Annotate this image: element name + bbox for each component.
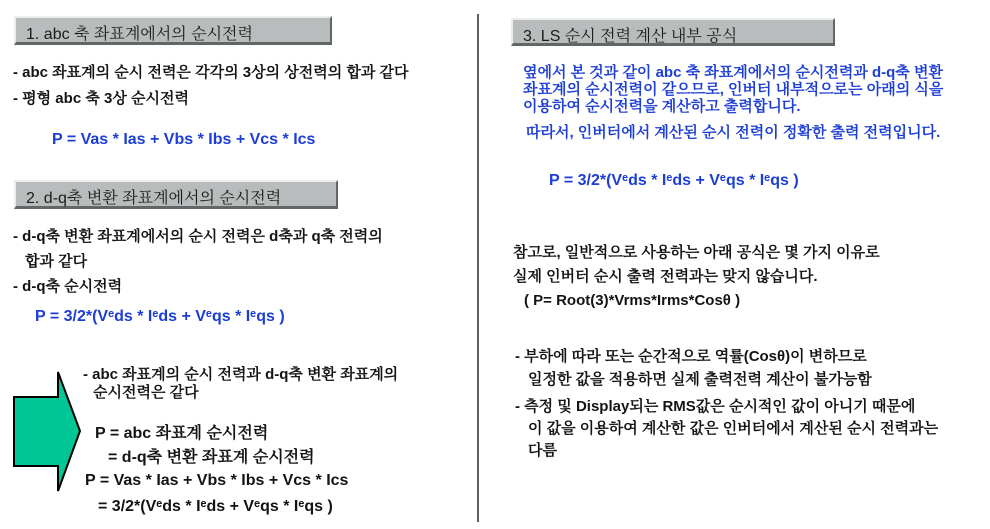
conclusion-bullet-line-1: - abc 좌표계의 순시 전력과 d-q축 변환 좌표계의 (83, 366, 399, 383)
conclusion-eq-abc: P = abc 좌표계 순시전력 (95, 425, 269, 442)
conclusion-eq-expanded-2: = 3/2*(Vᵉds * Iᵉds + Vᵉqs * Iᵉqs ) (98, 498, 333, 515)
note-formula: ( P= Root(3)*Vrms*Irms*Cosθ ) (524, 292, 741, 309)
column-divider (477, 14, 479, 522)
section2-bullet-2: - d-q축 순시전력 (13, 278, 123, 295)
section3-para-line-1: 옆에서 본 것과 같이 abc 축 좌표계에서의 순시전력과 d-q축 변환 (523, 64, 943, 81)
section1-title: 1. abc 축 좌표계에서의 순시전력 (26, 26, 253, 43)
section3-para-line-3: 이용하여 순시전력을 계산하고 출력합니다. (523, 98, 801, 115)
section2-bullet-1: - d-q축 변환 좌표계에서의 순시 전력은 d축과 q축 전력의 (13, 228, 383, 245)
reason1-line-1: - 부하에 따라 또는 순간적으로 역률(Cosθ)이 변하므로 (515, 348, 867, 365)
arrow-shape (14, 372, 80, 491)
reason2-line-3: 다름 (528, 442, 557, 459)
section3-title: 3. LS 순시 전력 계산 내부 공식 (523, 28, 738, 45)
conclusion-bullet-line-2: 순시전력은 같다 (93, 384, 199, 401)
conclusion-eq-expanded: P = Vas * Ias + Vbs * Ibs + Vcs * Ics (85, 472, 349, 489)
section1-bullet-1: - abc 좌표계의 순시 전력은 각각의 3상의 상전력의 합과 같다 (13, 64, 409, 81)
section1-header (14, 16, 332, 45)
right-block-arrow-icon (10, 368, 84, 495)
note-line-1: 참고로, 일반적으로 사용하는 아래 공식은 몇 가지 이유로 (513, 244, 880, 261)
section1-bullet-2: - 평형 abc 축 3상 순시전력 (13, 90, 189, 107)
section2-title: 2. d-q축 변환 좌표계에서의 순시전력 (26, 190, 282, 207)
section3-para-line-4: 따라서, 인버터에서 계산된 순시 전력이 정확한 출력 전력입니다. (526, 124, 941, 141)
reason2-line-1: - 측정 및 Display되는 RMS값은 순시적인 값이 아니기 때문에 (515, 398, 916, 415)
section2-formula: P = 3/2*(Vᵉds * Iᵉds + Vᵉqs * Iᵉqs ) (35, 308, 285, 325)
section3-formula: P = 3/2*(Vᵉds * Iᵉds + Vᵉqs * Iᵉqs ) (549, 172, 799, 189)
section3-para-line-2: 좌표계의 순시전력이 같으므로, 인버터 내부적으로는 아래의 식을 (523, 81, 944, 98)
reason1-line-2: 일정한 값을 적용하면 실제 출력전력 계산이 불가능함 (528, 371, 872, 388)
section3-header (511, 18, 835, 46)
reason2-line-2: 이 값을 이용하여 계산한 값은 인버터에서 계산된 순시 전력과는 (528, 420, 939, 437)
conclusion-eq-dq: = d-q축 변환 좌표계 순시전력 (108, 449, 315, 466)
section1-formula: P = Vas * Ias + Vbs * Ibs + Vcs * Ics (52, 131, 316, 148)
section2-bullet-1-wrap: 합과 같다 (25, 253, 88, 270)
section2-header (14, 180, 338, 209)
note-line-2: 실제 인버터 순시 출력 전력과는 맞지 않습니다. (513, 268, 818, 285)
